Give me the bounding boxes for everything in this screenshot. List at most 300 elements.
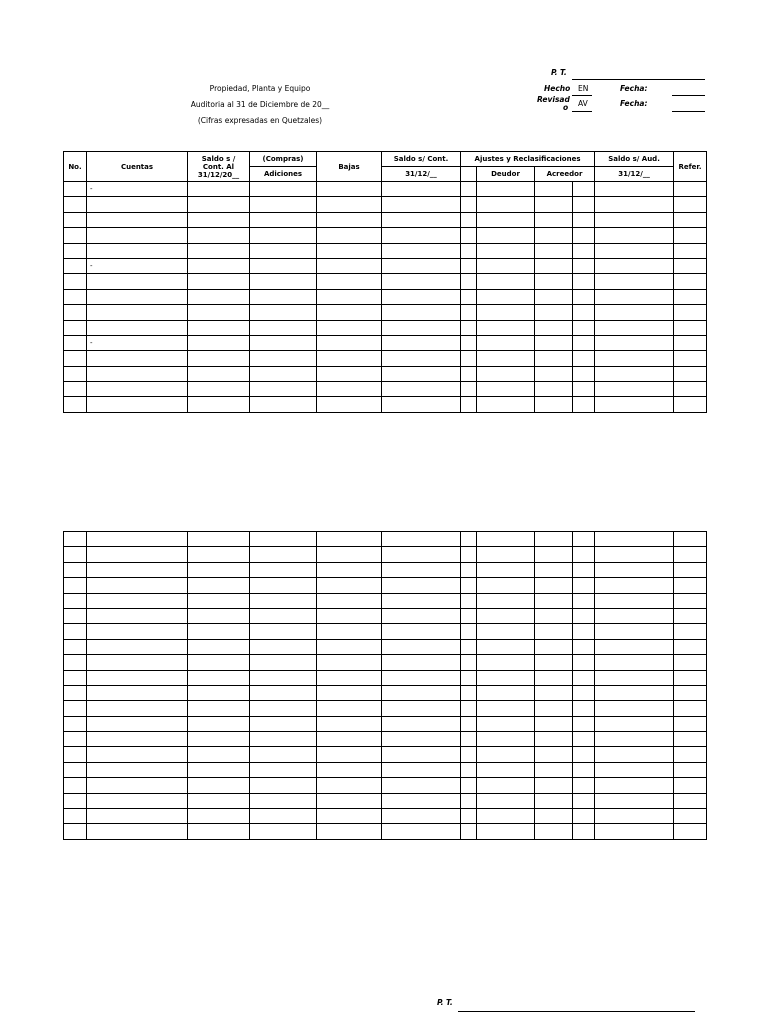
table-cell[interactable] [535, 716, 573, 731]
table-cell[interactable] [250, 274, 317, 289]
table-cell[interactable] [382, 547, 461, 562]
table-cell[interactable] [573, 351, 595, 366]
table-cell[interactable] [477, 562, 535, 577]
table-cell[interactable] [595, 701, 674, 716]
table-cell[interactable] [535, 655, 573, 670]
table-cell[interactable] [535, 228, 573, 243]
table-cell[interactable] [382, 701, 461, 716]
table-cell[interactable] [188, 335, 250, 350]
table-cell[interactable] [188, 274, 250, 289]
table-cell[interactable] [64, 747, 87, 762]
table-cell[interactable] [674, 778, 707, 793]
table-cell[interactable] [64, 578, 87, 593]
table-cell[interactable] [250, 397, 317, 412]
table-cell[interactable] [477, 578, 535, 593]
table-cell[interactable] [535, 532, 573, 547]
table-cell[interactable] [188, 701, 250, 716]
cuentas-cell[interactable] [87, 351, 188, 366]
table-cell[interactable] [250, 351, 317, 366]
table-cell[interactable] [64, 685, 87, 700]
table-cell[interactable] [674, 608, 707, 623]
table-cell[interactable] [535, 351, 573, 366]
table-cell[interactable] [188, 397, 250, 412]
table-cell[interactable] [64, 397, 87, 412]
hecho-value[interactable]: EN [578, 84, 589, 93]
table-cell[interactable] [477, 228, 535, 243]
table-cell[interactable] [477, 762, 535, 777]
fecha-line[interactable] [672, 95, 705, 96]
cuentas-cell[interactable] [87, 639, 188, 654]
table-cell[interactable] [461, 289, 477, 304]
table-cell[interactable] [317, 747, 382, 762]
table-cell[interactable] [535, 793, 573, 808]
table-cell[interactable] [477, 716, 535, 731]
table-cell[interactable] [64, 382, 87, 397]
table-cell[interactable] [535, 274, 573, 289]
table-cell[interactable] [317, 655, 382, 670]
table-cell[interactable] [477, 809, 535, 824]
table-cell[interactable] [674, 701, 707, 716]
table-cell[interactable] [477, 274, 535, 289]
table-cell[interactable] [461, 243, 477, 258]
table-cell[interactable] [250, 212, 317, 227]
table-cell[interactable] [64, 593, 87, 608]
table-cell[interactable] [477, 397, 535, 412]
table-cell[interactable] [595, 182, 674, 197]
table-cell[interactable] [317, 809, 382, 824]
table-cell[interactable] [188, 824, 250, 839]
table-cell[interactable] [595, 289, 674, 304]
cuentas-cell[interactable] [87, 655, 188, 670]
table-cell[interactable] [477, 351, 535, 366]
table-cell[interactable] [573, 212, 595, 227]
cuentas-cell[interactable] [87, 608, 188, 623]
table-cell[interactable] [317, 716, 382, 731]
table-cell[interactable] [382, 716, 461, 731]
cuentas-cell[interactable] [87, 366, 188, 381]
table-cell[interactable] [64, 670, 87, 685]
table-cell[interactable] [317, 608, 382, 623]
table-cell[interactable] [250, 182, 317, 197]
table-cell[interactable] [64, 762, 87, 777]
table-cell[interactable] [64, 639, 87, 654]
table-cell[interactable] [595, 793, 674, 808]
table-cell[interactable] [595, 366, 674, 381]
table-cell[interactable] [595, 320, 674, 335]
table-cell[interactable] [317, 685, 382, 700]
table-cell[interactable] [461, 274, 477, 289]
table-cell[interactable] [188, 320, 250, 335]
table-cell[interactable] [461, 320, 477, 335]
table-cell[interactable] [317, 593, 382, 608]
table-cell[interactable] [674, 793, 707, 808]
table-cell[interactable] [317, 562, 382, 577]
table-cell[interactable] [573, 243, 595, 258]
table-cell[interactable] [64, 655, 87, 670]
cuentas-cell[interactable] [87, 809, 188, 824]
table-cell[interactable] [64, 824, 87, 839]
table-cell[interactable] [595, 639, 674, 654]
table-cell[interactable] [461, 778, 477, 793]
table-cell[interactable] [382, 182, 461, 197]
cuentas-cell[interactable]: - [87, 182, 188, 197]
revisado-value[interactable]: AV [578, 99, 588, 108]
table-cell[interactable] [674, 351, 707, 366]
fecha2-line[interactable] [672, 111, 705, 112]
table-cell[interactable] [535, 258, 573, 273]
table-cell[interactable] [535, 562, 573, 577]
table-cell[interactable] [573, 382, 595, 397]
table-cell[interactable] [382, 335, 461, 350]
table-cell[interactable] [674, 639, 707, 654]
table-cell[interactable] [64, 212, 87, 227]
table-cell[interactable] [382, 747, 461, 762]
table-cell[interactable] [250, 320, 317, 335]
table-cell[interactable] [477, 747, 535, 762]
table-cell[interactable] [461, 762, 477, 777]
table-cell[interactable] [188, 762, 250, 777]
table-cell[interactable] [64, 274, 87, 289]
table-cell[interactable] [317, 274, 382, 289]
table-cell[interactable] [188, 258, 250, 273]
table-cell[interactable] [461, 624, 477, 639]
table-cell[interactable] [317, 228, 382, 243]
table-cell[interactable] [250, 547, 317, 562]
table-cell[interactable] [188, 182, 250, 197]
table-cell[interactable] [188, 547, 250, 562]
table-cell[interactable] [250, 670, 317, 685]
table-cell[interactable] [674, 182, 707, 197]
table-cell[interactable] [250, 778, 317, 793]
table-cell[interactable] [382, 274, 461, 289]
table-cell[interactable] [477, 670, 535, 685]
table-cell[interactable] [535, 320, 573, 335]
table-cell[interactable] [317, 578, 382, 593]
table-cell[interactable] [573, 608, 595, 623]
table-cell[interactable] [250, 335, 317, 350]
table-cell[interactable] [250, 716, 317, 731]
table-cell[interactable] [573, 366, 595, 381]
table-cell[interactable] [595, 747, 674, 762]
table-cell[interactable] [382, 639, 461, 654]
table-cell[interactable] [250, 732, 317, 747]
cuentas-cell[interactable] [87, 747, 188, 762]
table-cell[interactable] [477, 382, 535, 397]
table-cell[interactable] [535, 608, 573, 623]
table-cell[interactable] [535, 670, 573, 685]
table-cell[interactable] [573, 593, 595, 608]
table-cell[interactable] [64, 335, 87, 350]
table-cell[interactable] [674, 716, 707, 731]
table-cell[interactable] [461, 608, 477, 623]
cuentas-cell[interactable]: - [87, 335, 188, 350]
table-cell[interactable] [188, 532, 250, 547]
table-cell[interactable] [573, 228, 595, 243]
table-cell[interactable] [573, 335, 595, 350]
table-cell[interactable] [64, 809, 87, 824]
table-cell[interactable] [317, 320, 382, 335]
table-cell[interactable] [188, 639, 250, 654]
table-cell[interactable] [674, 670, 707, 685]
table-cell[interactable] [573, 655, 595, 670]
table-cell[interactable] [674, 624, 707, 639]
table-cell[interactable] [382, 608, 461, 623]
table-cell[interactable] [382, 382, 461, 397]
cuentas-cell[interactable] [87, 593, 188, 608]
table-cell[interactable] [573, 701, 595, 716]
table-cell[interactable] [461, 532, 477, 547]
table-cell[interactable] [573, 824, 595, 839]
table-cell[interactable] [674, 335, 707, 350]
table-cell[interactable] [250, 608, 317, 623]
table-cell[interactable] [477, 593, 535, 608]
table-cell[interactable] [477, 608, 535, 623]
table-cell[interactable] [461, 258, 477, 273]
table-cell[interactable] [535, 762, 573, 777]
table-cell[interactable] [188, 655, 250, 670]
table-cell[interactable] [477, 824, 535, 839]
table-cell[interactable] [573, 747, 595, 762]
table-cell[interactable] [188, 289, 250, 304]
table-cell[interactable] [674, 243, 707, 258]
table-cell[interactable] [477, 624, 535, 639]
table-cell[interactable] [317, 670, 382, 685]
table-cell[interactable] [595, 197, 674, 212]
table-cell[interactable] [382, 197, 461, 212]
table-cell[interactable] [317, 258, 382, 273]
table-cell[interactable] [64, 608, 87, 623]
table-cell[interactable] [317, 335, 382, 350]
table-cell[interactable] [461, 685, 477, 700]
table-cell[interactable] [674, 289, 707, 304]
table-cell[interactable] [188, 793, 250, 808]
table-cell[interactable] [461, 382, 477, 397]
table-cell[interactable] [188, 212, 250, 227]
table-cell[interactable] [317, 305, 382, 320]
table-cell[interactable] [188, 809, 250, 824]
table-cell[interactable] [461, 655, 477, 670]
table-cell[interactable] [535, 639, 573, 654]
table-cell[interactable] [188, 243, 250, 258]
table-cell[interactable] [535, 809, 573, 824]
cuentas-cell[interactable] [87, 562, 188, 577]
cuentas-cell[interactable] [87, 197, 188, 212]
table-cell[interactable] [461, 212, 477, 227]
table-cell[interactable] [64, 289, 87, 304]
table-cell[interactable] [382, 351, 461, 366]
cuentas-cell[interactable] [87, 716, 188, 731]
table-cell[interactable] [250, 624, 317, 639]
cuentas-cell[interactable] [87, 824, 188, 839]
table-cell[interactable] [595, 778, 674, 793]
table-cell[interactable] [573, 197, 595, 212]
table-cell[interactable] [461, 397, 477, 412]
table-cell[interactable] [461, 716, 477, 731]
table-cell[interactable] [64, 197, 87, 212]
cuentas-cell[interactable] [87, 274, 188, 289]
table-cell[interactable] [573, 578, 595, 593]
table-cell[interactable] [382, 793, 461, 808]
table-cell[interactable] [317, 547, 382, 562]
table-cell[interactable] [250, 593, 317, 608]
table-cell[interactable] [535, 197, 573, 212]
table-cell[interactable] [250, 578, 317, 593]
table-cell[interactable] [250, 655, 317, 670]
table-cell[interactable] [382, 732, 461, 747]
table-cell[interactable] [477, 732, 535, 747]
table-cell[interactable] [64, 258, 87, 273]
table-cell[interactable] [535, 732, 573, 747]
table-cell[interactable] [573, 305, 595, 320]
table-cell[interactable] [674, 382, 707, 397]
table-cell[interactable] [64, 732, 87, 747]
table-cell[interactable] [250, 824, 317, 839]
table-cell[interactable] [535, 747, 573, 762]
table-cell[interactable] [64, 701, 87, 716]
table-cell[interactable] [674, 397, 707, 412]
table-cell[interactable] [250, 382, 317, 397]
table-cell[interactable] [250, 243, 317, 258]
table-cell[interactable] [64, 228, 87, 243]
table-cell[interactable] [461, 366, 477, 381]
table-cell[interactable] [461, 824, 477, 839]
table-cell[interactable] [250, 562, 317, 577]
table-cell[interactable] [250, 793, 317, 808]
table-cell[interactable] [477, 289, 535, 304]
table-cell[interactable] [595, 578, 674, 593]
cuentas-cell[interactable] [87, 289, 188, 304]
table-cell[interactable] [64, 182, 87, 197]
cuentas-cell[interactable] [87, 578, 188, 593]
table-cell[interactable] [382, 824, 461, 839]
table-cell[interactable] [535, 382, 573, 397]
table-cell[interactable] [64, 243, 87, 258]
table-cell[interactable] [595, 670, 674, 685]
cuentas-cell[interactable] [87, 305, 188, 320]
table-cell[interactable] [674, 274, 707, 289]
table-cell[interactable] [382, 809, 461, 824]
table-cell[interactable] [573, 289, 595, 304]
table-cell[interactable] [674, 593, 707, 608]
table-cell[interactable] [461, 701, 477, 716]
table-cell[interactable] [535, 305, 573, 320]
table-cell[interactable] [573, 532, 595, 547]
table-cell[interactable] [535, 182, 573, 197]
table-cell[interactable] [674, 655, 707, 670]
table-cell[interactable] [317, 243, 382, 258]
table-cell[interactable] [64, 320, 87, 335]
table-cell[interactable] [595, 608, 674, 623]
table-cell[interactable] [382, 562, 461, 577]
table-cell[interactable] [674, 258, 707, 273]
table-cell[interactable] [64, 562, 87, 577]
table-cell[interactable] [382, 593, 461, 608]
table-cell[interactable] [573, 762, 595, 777]
table-cell[interactable] [595, 228, 674, 243]
table-cell[interactable] [461, 182, 477, 197]
table-cell[interactable] [382, 397, 461, 412]
table-cell[interactable] [188, 685, 250, 700]
table-cell[interactable] [477, 305, 535, 320]
table-cell[interactable] [64, 532, 87, 547]
table-cell[interactable] [461, 732, 477, 747]
table-cell[interactable] [535, 397, 573, 412]
table-cell[interactable] [250, 685, 317, 700]
table-cell[interactable] [250, 258, 317, 273]
table-cell[interactable] [461, 305, 477, 320]
table-cell[interactable] [317, 366, 382, 381]
table-cell[interactable] [461, 197, 477, 212]
table-cell[interactable] [382, 685, 461, 700]
table-cell[interactable] [535, 624, 573, 639]
table-cell[interactable] [188, 732, 250, 747]
table-cell[interactable] [64, 351, 87, 366]
table-cell[interactable] [477, 212, 535, 227]
table-cell[interactable] [535, 578, 573, 593]
table-cell[interactable] [250, 228, 317, 243]
table-cell[interactable] [535, 366, 573, 381]
cuentas-cell[interactable] [87, 320, 188, 335]
table-cell[interactable] [317, 197, 382, 212]
table-cell[interactable] [477, 258, 535, 273]
table-cell[interactable] [595, 685, 674, 700]
table-cell[interactable] [595, 809, 674, 824]
table-cell[interactable] [477, 320, 535, 335]
table-cell[interactable] [317, 397, 382, 412]
table-cell[interactable] [317, 732, 382, 747]
table-cell[interactable] [250, 289, 317, 304]
table-cell[interactable] [674, 578, 707, 593]
table-cell[interactable] [250, 701, 317, 716]
table-cell[interactable] [382, 320, 461, 335]
table-cell[interactable] [64, 547, 87, 562]
table-cell[interactable] [573, 732, 595, 747]
cuentas-cell[interactable] [87, 228, 188, 243]
table-cell[interactable] [250, 639, 317, 654]
table-cell[interactable] [573, 639, 595, 654]
table-cell[interactable] [573, 809, 595, 824]
table-cell[interactable] [573, 258, 595, 273]
table-cell[interactable] [250, 366, 317, 381]
table-cell[interactable] [595, 382, 674, 397]
table-cell[interactable] [64, 624, 87, 639]
table-cell[interactable] [382, 624, 461, 639]
table-cell[interactable] [674, 732, 707, 747]
table-cell[interactable] [674, 228, 707, 243]
table-cell[interactable] [535, 685, 573, 700]
table-cell[interactable] [535, 824, 573, 839]
table-cell[interactable] [595, 762, 674, 777]
table-cell[interactable] [573, 562, 595, 577]
table-cell[interactable] [674, 824, 707, 839]
table-cell[interactable] [477, 243, 535, 258]
table-cell[interactable] [477, 366, 535, 381]
table-cell[interactable] [188, 593, 250, 608]
table-cell[interactable] [477, 182, 535, 197]
table-cell[interactable] [382, 578, 461, 593]
table-cell[interactable] [674, 305, 707, 320]
table-cell[interactable] [188, 716, 250, 731]
table-cell[interactable] [573, 274, 595, 289]
table-cell[interactable] [674, 212, 707, 227]
footer-pt-line[interactable] [458, 1011, 695, 1012]
table-cell[interactable] [595, 593, 674, 608]
table-cell[interactable] [64, 778, 87, 793]
table-cell[interactable] [250, 305, 317, 320]
table-cell[interactable] [573, 320, 595, 335]
table-cell[interactable] [595, 274, 674, 289]
table-cell[interactable] [535, 212, 573, 227]
